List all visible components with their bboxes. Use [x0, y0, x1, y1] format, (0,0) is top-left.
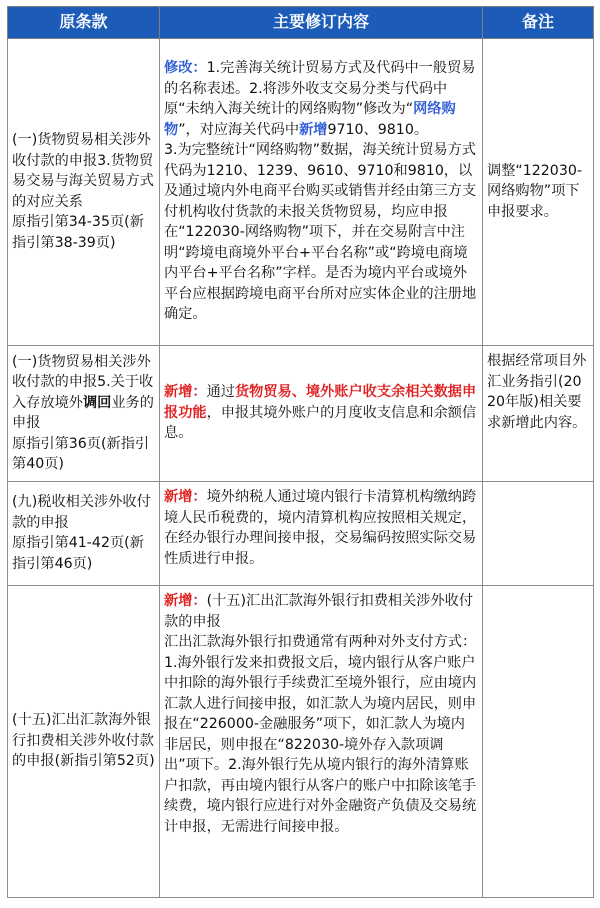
- revision-cell: [160, 346, 483, 482]
- revision-text: (十五)汇出汇款海外银行扣费相关涉外收付款的申报: [164, 593, 474, 630]
- revision-cell: [160, 586, 483, 898]
- revision-text: 境外纳税人通过境内银行卡清算机构缴纳跨境人民币税费的，境内清算机构应按照相关规定，在经办银行办理间接申报，交易编码按照实际交易性质进行申报。: [164, 489, 477, 567]
- revision-label: 新增：: [164, 489, 207, 505]
- revision-highlight: 网络购物: [164, 101, 456, 138]
- original-clause-text: (九)税收相关涉外收付款的申报: [12, 494, 151, 531]
- revision-text: 1.海外银行发来扣费报文后，境内银行从客户账户中扣除的海外银行手续费汇至境外银行，应由境内汇款人进行间接申报，如汇款人为境内居民，则申报在“226000-金融服务”项下，如汇款人为境内非居民，则申报在“822030-境外存入款项调出”项下。2.海外银行先从境内银行的海外清算账户扣款，再由境内银行从客户的账户中扣除该笔手续费，境内银行应进行对外金融资产负债及交易统计申报，无需进行间接申报。: [164, 654, 477, 835]
- original-clause-text: (一)货物贸易相关涉外收付款的申报3.货物贸易交易与海关贸易方式的对应关系: [12, 132, 154, 210]
- revision-table: [7, 6, 594, 898]
- table-row: [8, 586, 594, 898]
- original-clause-cell: [8, 482, 160, 586]
- original-clause-text: (一)货物贸易相关涉外收付款的申报5.关于收入存放境外: [12, 353, 154, 411]
- original-clause-cell: [8, 346, 160, 482]
- revision-cell: [160, 39, 483, 346]
- original-clause-text: 业务的申报: [12, 394, 154, 431]
- revision-label: 修改：: [164, 60, 207, 77]
- original-clause-cell: [8, 39, 160, 346]
- original-clause-text: (十五)汇出汇款海外银行扣费相关涉外收付款的申报(新指引第52页): [12, 712, 155, 770]
- revision-text: ，申报其境外账户的月度收支信息和余额信息。: [164, 404, 477, 442]
- remarks-cell: 根据经常项目外汇业务指引(2020年版)相关要求新增此内容。: [483, 346, 594, 482]
- revision-cell: [160, 482, 483, 586]
- header-remarks: 备注: [483, 7, 594, 39]
- original-clause-bold: 调回: [82, 394, 112, 411]
- revision-text: 9710、9810。: [327, 121, 429, 138]
- header-row: [8, 7, 594, 39]
- table-row: [8, 346, 594, 482]
- original-clause-cell: [8, 586, 160, 898]
- revision-label: 新增：: [164, 384, 207, 401]
- revision-text: 1.完善海关统计贸易方式及代码中一般贸易的名称表述。2.将涉外收支交易分类与代码中原“未纳入海关统计的网络购物”修改为“: [164, 60, 476, 118]
- table-row: [8, 39, 594, 346]
- revision-highlight: 货物贸易、境外账户收支余相关数据申报功能: [164, 384, 477, 421]
- revision-text: 汇出汇款海外银行扣费通常有两种对外支付方式：: [164, 634, 477, 650]
- revision-text: 通过: [206, 384, 235, 401]
- revision-text: ”，对应海关代码中: [178, 121, 300, 138]
- revision-text: 3.为完整统计“网络购物”数据，海关统计贸易方式代码为1210、1239、9610、9710和9810，以及通过境内外电商平台购买或销售并经由第三方支付机构收付货款的未报关货物贸易，均应申报在“122030-网络购物”项下，并在交易附言中注明“跨境电商境外平台+平台名称”或“跨境电商境内平台+平台名称”字样。是否为境内平台或境外平台应根据跨境电商平台所对应实体企业的注册地确定。: [164, 142, 477, 323]
- header-main-revision: 主要修订内容: [160, 7, 483, 39]
- header-original-clause: 原条款: [8, 7, 160, 39]
- remarks-cell: 调整“122030-网络购物”项下申报要求。: [483, 39, 594, 346]
- table-row: [8, 482, 594, 586]
- original-clause-page-ref: 原指引第41-42页(新指引第46页): [12, 535, 144, 572]
- remarks-cell: [483, 586, 594, 898]
- remarks-cell: [483, 482, 594, 586]
- revision-label: 新增：: [164, 593, 207, 609]
- original-clause-page-ref: 原指引第34-35页(新指引第38-39页): [12, 214, 144, 251]
- original-clause-page-ref: 原指引第36页(新指引第40页): [12, 435, 150, 472]
- revision-highlight: 新增: [299, 121, 328, 138]
